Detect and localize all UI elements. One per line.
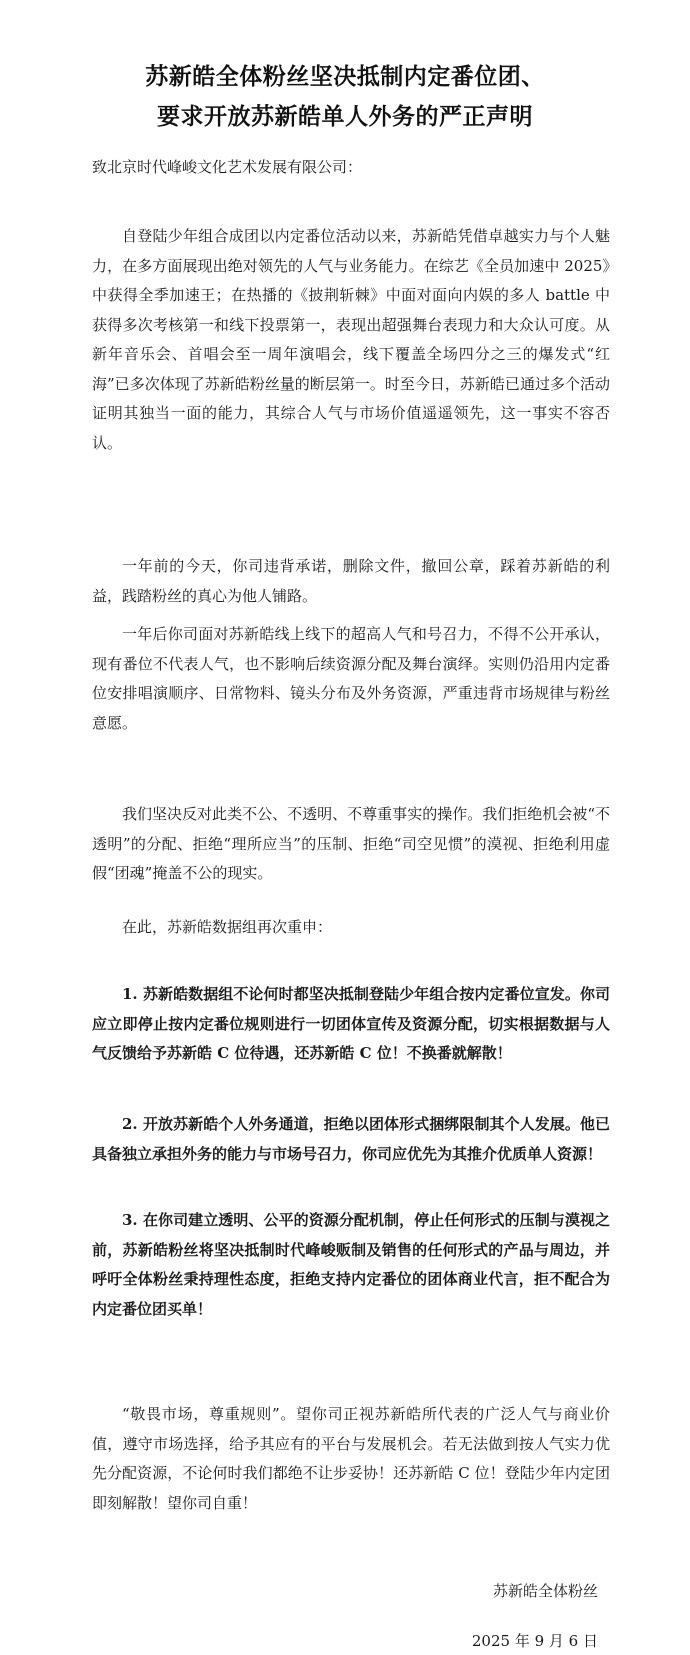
paragraph-reiterate: 在此，苏新皓数据组再次重申： [122, 918, 333, 936]
paragraph-opposition: 我们坚决反对此类不公、不透明、不尊重事实的操作。我们拒绝机会被“不透明”的分配、拒绝“理所应当”的压制、拒绝“司空见惯”的漠视、拒绝利用虚假“团魂”掩盖不公的现实。 [92, 805, 610, 882]
paragraph-closing: “敬畏市场，尊重规则”。望你司正视苏新皓所代表的广泛人气与商业价值，遵守市场选择，给予其应有的平台与发展机会。若无法做到按人气实力优先分配资源，不论何时我们都绝不让步妥协！还苏新皓 C 位！登陆少年内定团即刻解散！望你司自重！ [92, 1405, 610, 1512]
paragraph-year-ago: 一年前的今天，你司违背承诺，删除文件，撤回公章，踩着苏新皓的利益，践踏粉丝的真心为他人铺路。 [92, 557, 610, 605]
demand-item-2: 2. 开放苏新皓个人外务通道，拒绝以团体形式捆绑限制其个人发展。他已具备独立承担外务的能力与市场号召力，你司应优先为其推介优质单人资源！ [92, 1115, 610, 1163]
signature: 苏新皓全体粉丝 [492, 1582, 598, 1600]
paragraph-year-later: 一年后你司面对苏新皓线上线下的超高人气和号召力，不得不公开承认，现有番位不代表人气，也不影响后续资源分配及舞台演绎。实则仍沿用内定番位安排唱演顺序、日常物料、镜头分布及外务资源，严重违背市场规律与粉丝意愿。 [92, 625, 610, 732]
date: 2025 年 9 月 6 日 [471, 1632, 598, 1650]
paragraph-achievements: 自登陆少年组合成团以内定番位活动以来，苏新皓凭借卓越实力与个人魅力，在多方面展现出绝对领先的人气与业务能力。在综艺《全员加速中 2025》中获得全季加速王；在热播的《披荆斩棘》中面对面向内娱的多人 battle 中获得多次考核第一和线下投票第一，表现出超强舞台表现力和大众认可度。从新年音乐会、首唱会至一周年演唱会，线下覆盖全场四分之三的爆发式“红海”已多次体现了苏新皓粉丝量的断层第一。时至今日，苏新皓已通过多个活动证明其独当一面的能力，其综合人气与市场价值遥遥领先，这一事实不容否认。 [92, 227, 610, 452]
salutation: 致北京时代峰峻文化艺术发展有限公司： [92, 158, 363, 176]
document-title-line1: 苏新皓全体粉丝坚决抵制内定番位团、 [145, 64, 545, 90]
document-title-line2: 要求开放苏新皓单人外务的严正声明 [157, 104, 533, 130]
demand-item-1: 1. 苏新皓数据组不论何时都坚决抵制登陆少年组合按内定番位宣发。你司应立即停止按内定番位规则进行一切团体宣传及资源分配，切实根据数据与人气反馈给予苏新皓 C 位待遇，还苏新皓 C 位！不换番就解散！ [92, 985, 610, 1062]
demand-item-3: 3. 在你司建立透明、公平的资源分配机制，停止任何形式的压制与漠视之前，苏新皓粉丝将坚决抵制时代峰峻贩制及销售的任何形式的产品与周边，并呼吁全体粉丝秉持理性态度，拒绝支持内定番位的团体商业代言，拒不配合为内定番位团买单！ [92, 1211, 610, 1318]
